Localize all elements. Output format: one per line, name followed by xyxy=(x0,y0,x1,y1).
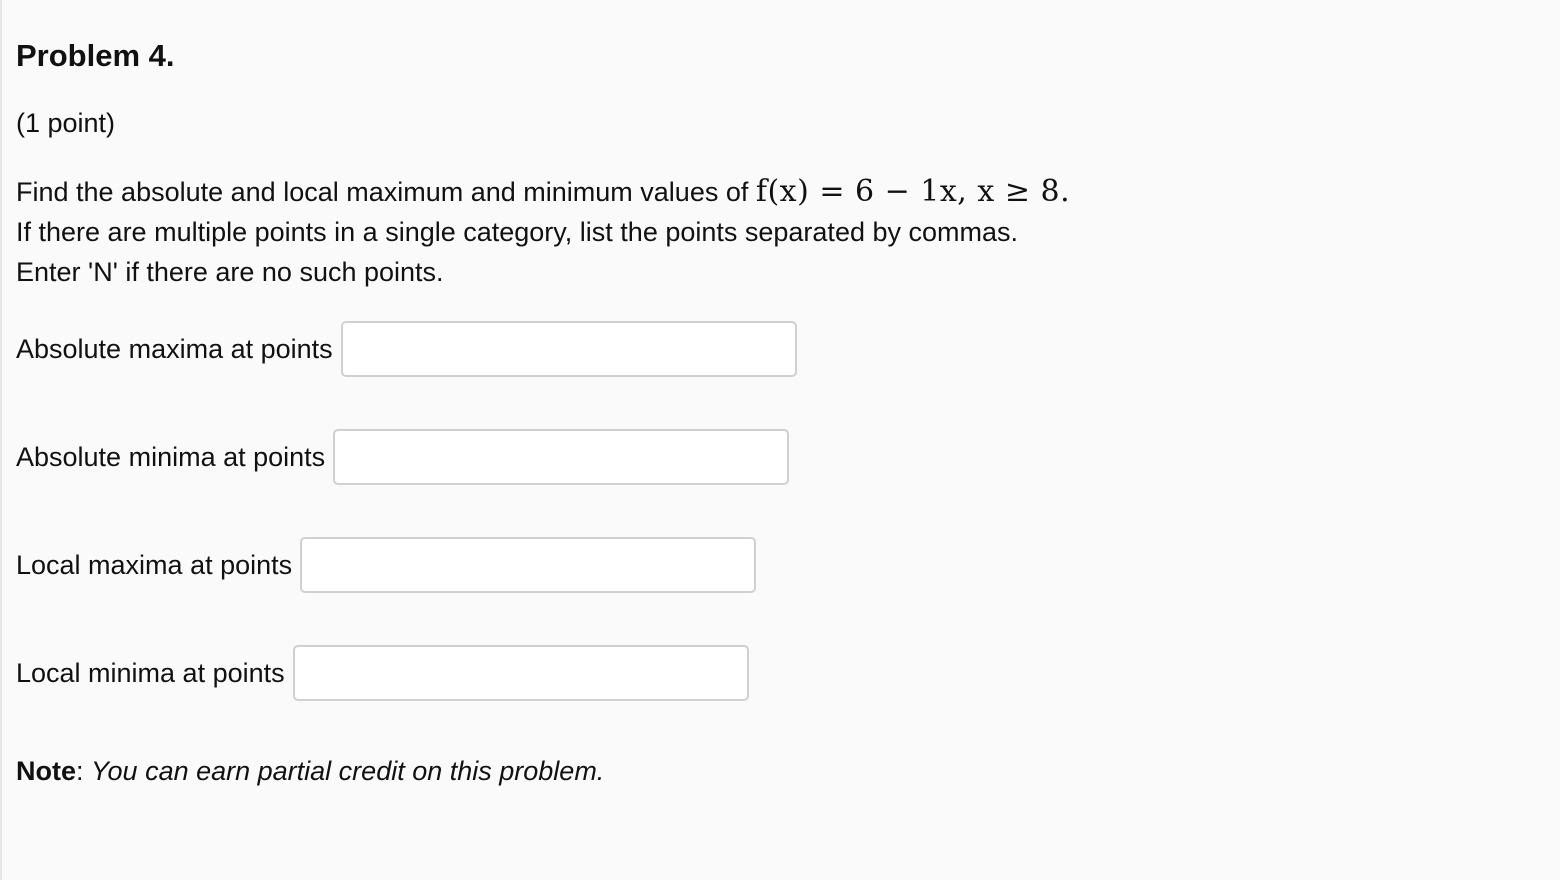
local-minima-row xyxy=(16,645,749,701)
instruction-line-1 xyxy=(16,172,1070,212)
problem-instructions xyxy=(16,172,1070,292)
absolute-minima-row xyxy=(16,429,789,485)
note-text: You can earn partial credit on this problem. xyxy=(91,756,605,786)
absolute-maxima-input[interactable] xyxy=(341,321,797,377)
absolute-minima-input[interactable] xyxy=(333,429,789,485)
problem-points: (1 point) xyxy=(16,108,116,138)
left-border xyxy=(0,0,2,880)
problem-title: Problem 4. xyxy=(16,38,175,73)
local-maxima-input[interactable] xyxy=(300,537,756,593)
local-minima-label: Local minima at points xyxy=(16,657,285,688)
note-separator: : xyxy=(76,756,92,786)
absolute-maxima-row xyxy=(16,321,797,377)
absolute-minima-label: Absolute minima at points xyxy=(16,441,326,472)
instruction-line-3: Enter 'N' if there are no such points. xyxy=(16,257,444,287)
instruction-intro: Find the absolute and local maximum and minimum values of xyxy=(16,177,756,207)
local-maxima-row xyxy=(16,537,756,593)
partial-credit-note xyxy=(16,756,604,787)
note-label: Note xyxy=(16,756,76,786)
absolute-maxima-label: Absolute maxima at points xyxy=(16,333,333,364)
function-formula: f(x) = 6 − 1x, x ≥ 8. xyxy=(755,174,1071,209)
local-maxima-label: Local maxima at points xyxy=(16,549,293,580)
instruction-line-2: If there are multiple points in a single category, list the points separated by commas. xyxy=(16,217,1019,247)
local-minima-input[interactable] xyxy=(293,645,749,701)
